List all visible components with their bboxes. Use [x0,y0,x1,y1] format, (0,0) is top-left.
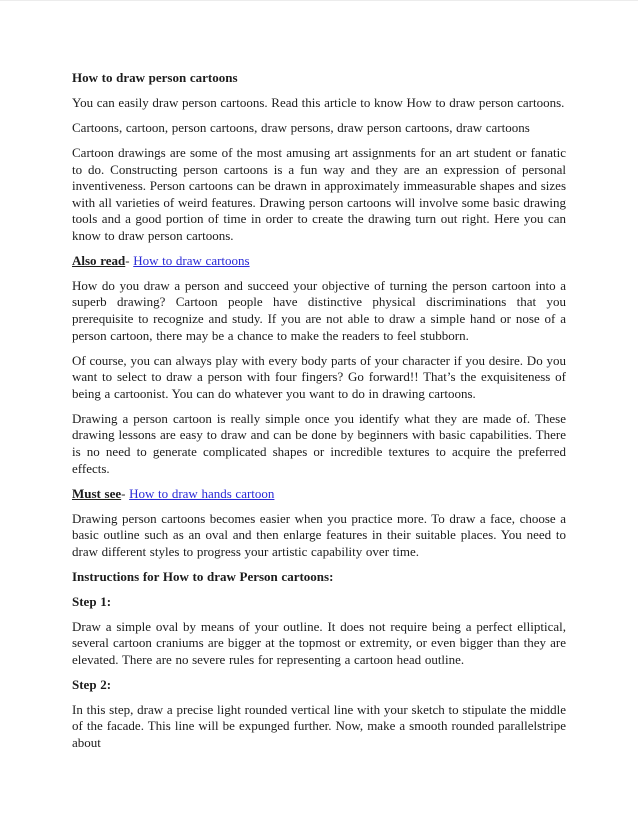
step2-heading: Step 2: [72,676,112,692]
must-see-line [72,486,566,503]
keywords-line: Cartoons, cartoon, person cartoons, draw persons, draw person cartoons, draw cartoons [72,119,530,135]
must-see-dash: - [121,485,130,501]
step2-paragraph: In this step, draw a precise light rounded vertical line with your sketch to stipulate the middle of the facade. This line will be expunged further. Now, make a smooth rounded parallelstripe about [72,701,566,751]
paragraph-of-course: Of course, you can always play with every body parts of your character if you desire. Do you want to select to draw a person with four fingers? Go forward!! That’s the exquisiteness of being a cartoonist. You can do whatever you want to do in drawing cartoons. [72,352,566,401]
doc-title: How to draw person cartoons [72,70,238,85]
must-see-label: Must see [72,485,122,501]
also-read-dash: - [125,252,134,268]
link-how-to-draw-hands-cartoon[interactable]: How to draw hands cartoon [129,485,275,501]
also-read-line [72,253,566,270]
also-read-label: Also read [72,252,126,268]
paragraph-practice-more: Drawing person cartoons becomes easier when you practice more. To draw a face, choose a basic outline such as an oval and then enlarge features in their suitable places. You need to draw different styles to progress your artistic capability over time. [72,510,566,559]
link-how-to-draw-cartoons[interactable]: How to draw cartoons [133,252,250,268]
intro-paragraph: You can easily draw person cartoons. Read this article to know How to draw person cartoons. [72,94,565,110]
step1-heading: Step 1: [72,593,112,609]
paragraph-cartoon-drawings: Cartoon drawings are some of the most amusing art assignments for an art student or fanatic to do. Constructing person cartoons is a fun way and they are an expression of personal inventiveness. Person cartoons can be drawn in approximately immeasurable shapes and sizes with all varieties of weird features. Drawing person cartoons will involve some basic drawing tools and a good portion of time in order to create the drawing turn out right. Here you can know to draw person cartoons. [72,144,566,243]
paragraph-how-do-you-draw: How do you draw a person and succeed your objective of turning the person cartoon into a superb drawing? Cartoon people have distinctive physical discriminations that you prerequisite to recognize and study. If you are not able to draw a simple hand or nose of a person cartoon, there may be a chance to make the readers to feel stubborn. [72,277,566,343]
step1-paragraph: Draw a simple oval by means of your outline. It does not require being a perfect elliptical, several cartoon craniums are bigger at the topmost or extremity, or even bigger than they are elevated. There are no severe rules for representing a cartoon head outline. [72,618,566,667]
paragraph-really-simple: Drawing a person cartoon is really simple once you identify what they are made of. These drawing lessons are easy to draw and can be done by beginners with basic capabilities. There is no need to generate complicated shapes or incredible textures to acquire the preferred effects. [72,410,566,476]
instructions-heading: Instructions for How to draw Person cartoons: [72,568,334,584]
